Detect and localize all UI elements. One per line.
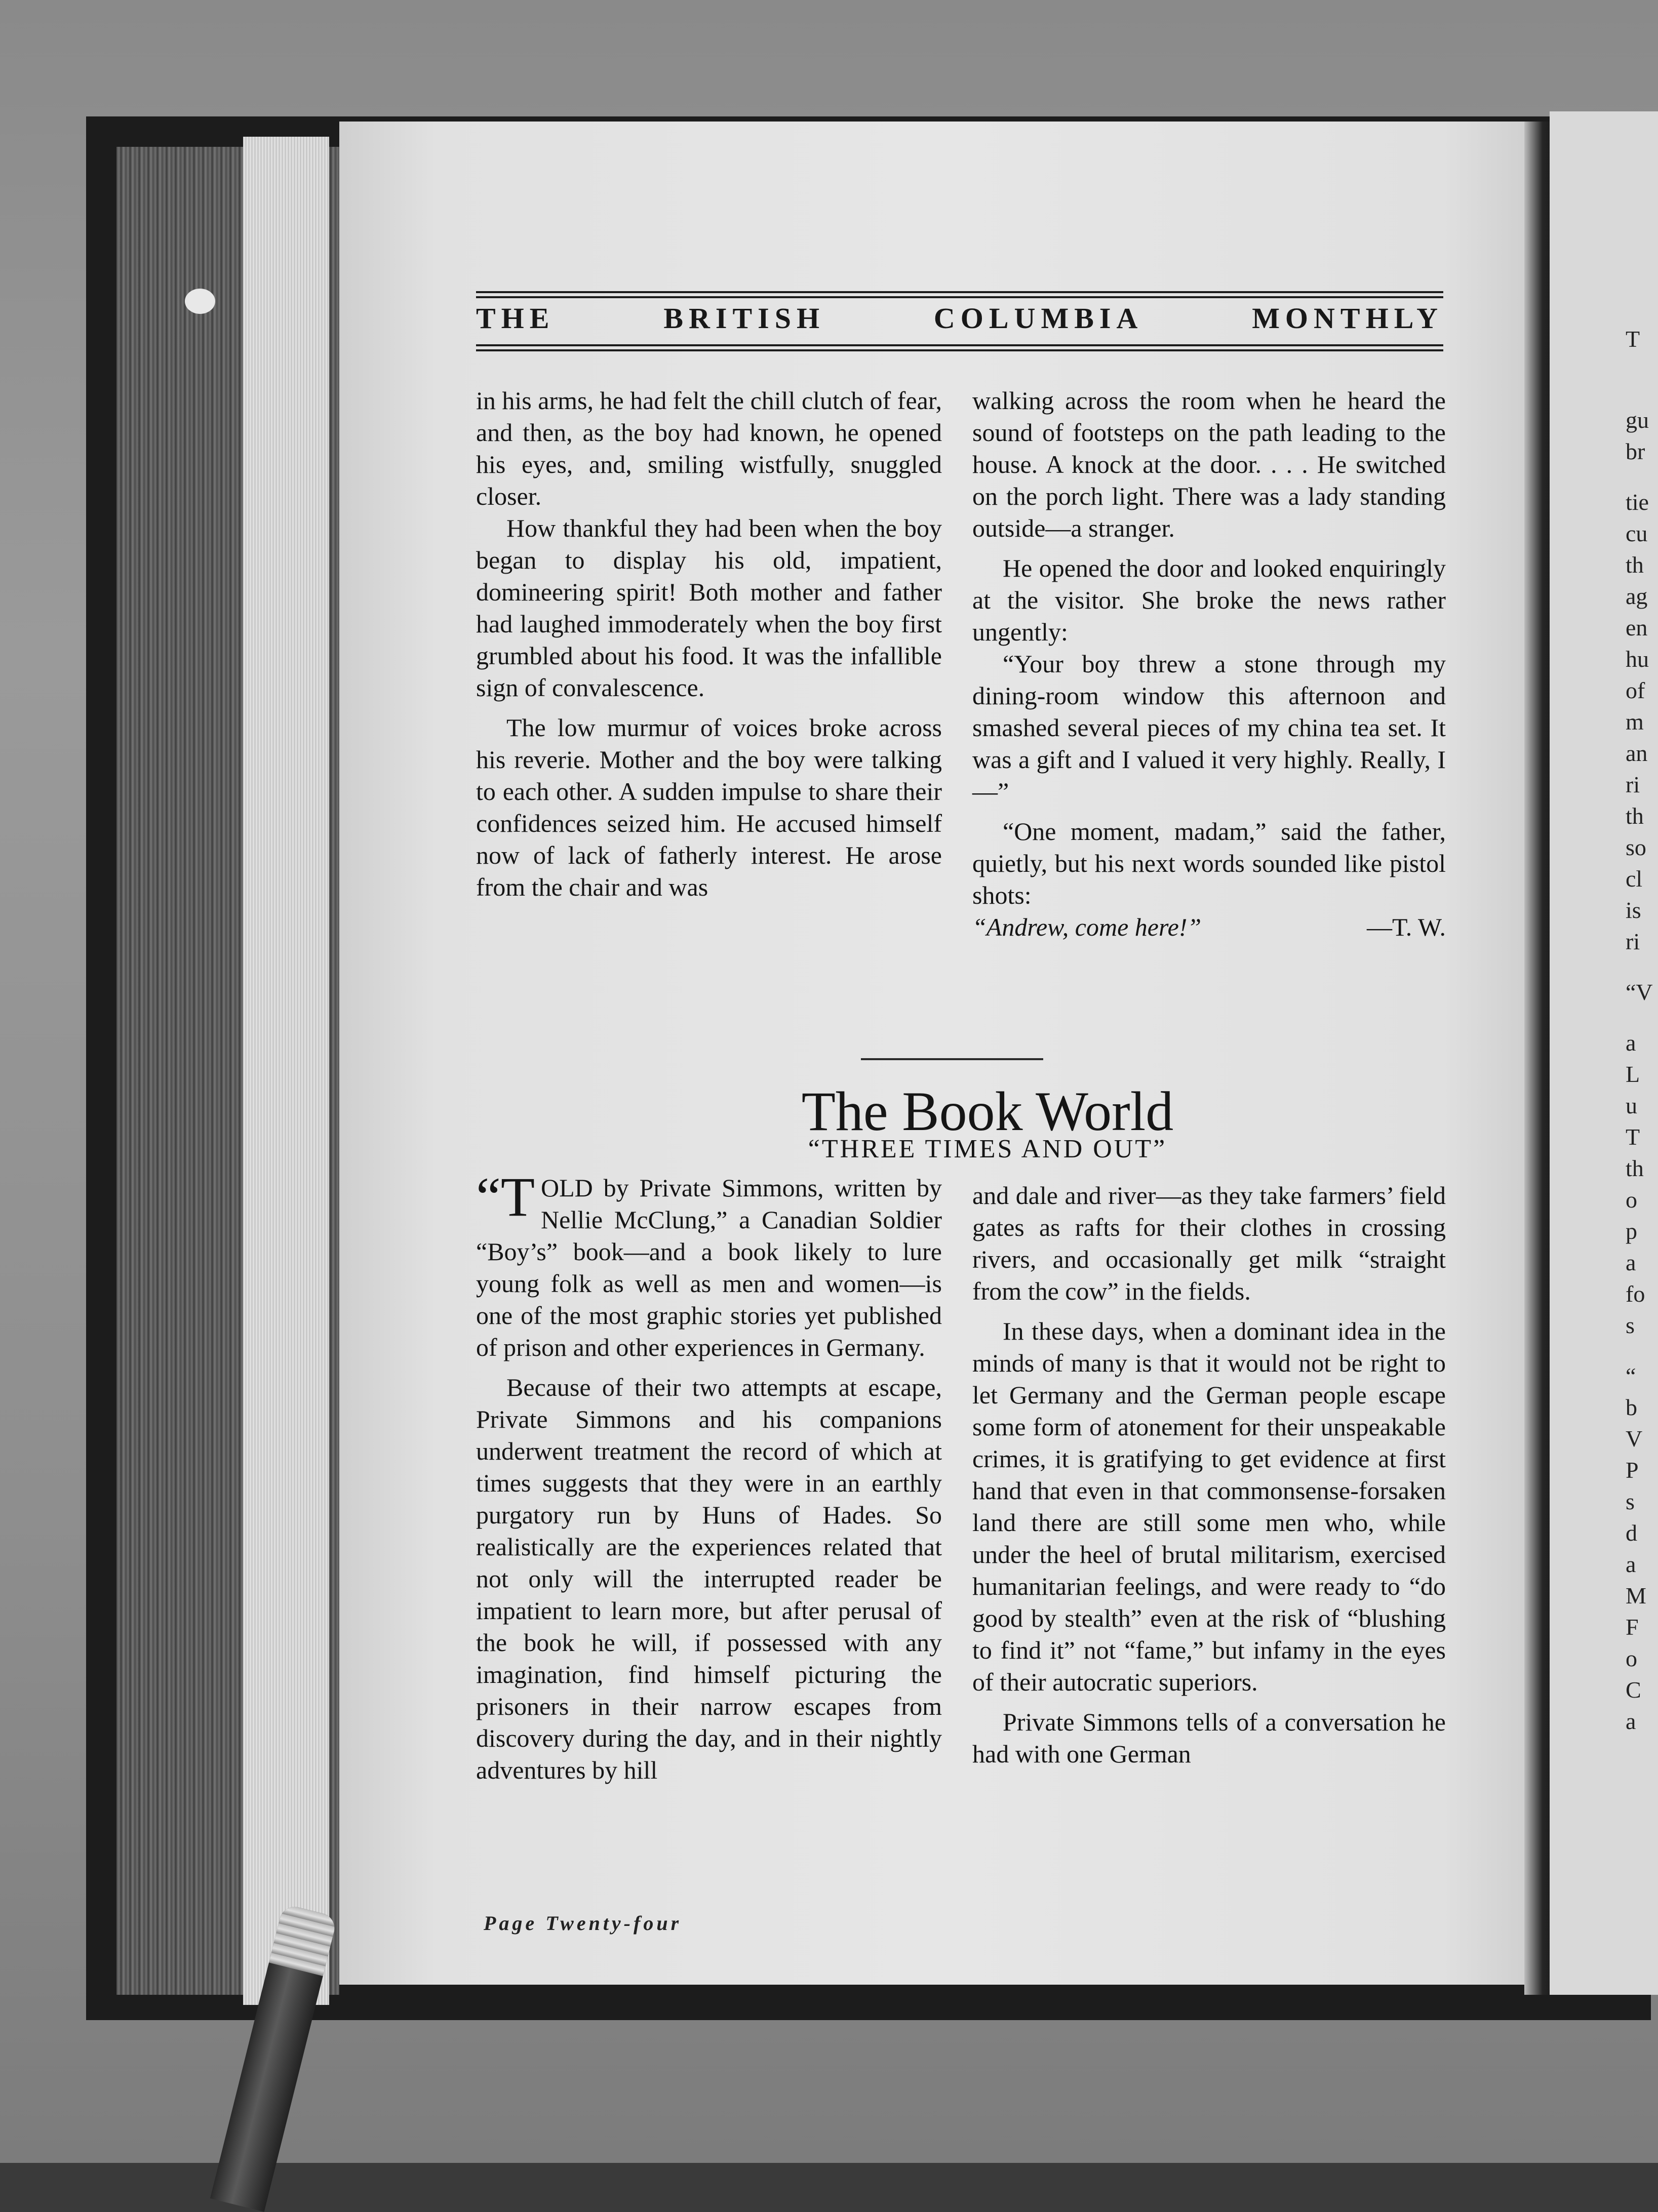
adjacent-page-fragment: th bbox=[1626, 1155, 1644, 1181]
adjacent-page-fragment: M bbox=[1626, 1583, 1646, 1608]
paragraph bbox=[476, 1166, 942, 1363]
header-rule-bottom bbox=[476, 344, 1443, 346]
adjacent-page-fragment: “ bbox=[1626, 1363, 1636, 1389]
adjacent-page-fragment: an bbox=[1626, 740, 1648, 766]
adjacent-page-fragment: is bbox=[1626, 897, 1641, 923]
adjacent-page-fragment: s bbox=[1626, 1312, 1635, 1338]
adjacent-page-fragment: s bbox=[1626, 1489, 1635, 1514]
adjacent-page-fragment: T bbox=[1626, 326, 1640, 352]
adjacent-page-fragment: a bbox=[1626, 1551, 1636, 1577]
closing-quote: “Andrew, come here!” bbox=[972, 913, 1202, 941]
paragraph: The low murmur of voices broke across his reverie. Mother and the boy were talking to each other. A sudden impulse to share their confidences seized him. He accused himself now of lack of fatherly interest. He arose from the chair and was bbox=[476, 713, 942, 901]
adjacent-page-fragment: fo bbox=[1626, 1281, 1645, 1307]
adjacent-page-fragment: gu bbox=[1626, 407, 1649, 433]
adjacent-page-fragment: a bbox=[1626, 1708, 1636, 1734]
header-word: BRITISH bbox=[663, 302, 825, 335]
header-rule-top bbox=[476, 291, 1443, 293]
page-stack bbox=[243, 137, 329, 2005]
adjacent-page-fragment: cu bbox=[1626, 520, 1648, 546]
adjacent-page-fragment: o bbox=[1626, 1645, 1637, 1671]
author-signature: —T. W. bbox=[1366, 913, 1446, 941]
running-header bbox=[476, 301, 1443, 335]
adjacent-page-fragment: br bbox=[1626, 438, 1645, 464]
adjacent-page-fragment: hu bbox=[1626, 646, 1649, 672]
adjacent-page-fragment: F bbox=[1626, 1614, 1639, 1640]
adjacent-page-fragment: th bbox=[1626, 552, 1644, 578]
right-page bbox=[1550, 111, 1658, 1995]
adjacent-page-fragment: ag bbox=[1626, 583, 1648, 609]
page-footer: Page Twenty-four bbox=[484, 1912, 682, 1935]
review-column-left bbox=[476, 1166, 942, 1786]
paper-speck bbox=[185, 289, 215, 314]
adjacent-page-fragment: b bbox=[1626, 1394, 1637, 1420]
header-word: THE bbox=[476, 302, 555, 335]
adjacent-page-fragment: P bbox=[1626, 1457, 1639, 1483]
paragraph: He opened the door and looked enquiringly at the visitor. She broke the news rather ungently: bbox=[972, 554, 1446, 646]
adjacent-page-fragment: so bbox=[1626, 834, 1646, 860]
header-rule-top-inner bbox=[476, 296, 1443, 298]
section-subtitle: “THREE TIMES AND OUT” bbox=[808, 1135, 1167, 1163]
paragraph: “Your boy threw a stone through my dining-room window this afternoon and smashed several pieces of my china tea set. It was a gift and I valued it very highly. Really, I—” bbox=[972, 650, 1446, 806]
adjacent-page-fragment: th bbox=[1626, 803, 1644, 829]
story-column-right bbox=[972, 385, 1446, 943]
paragraph: Private Simmons tells of a conversation he had with one German bbox=[972, 1708, 1446, 1768]
adjacent-page-fragment: d bbox=[1626, 1520, 1637, 1546]
adjacent-page-fragment: V bbox=[1626, 1426, 1643, 1452]
adjacent-page-fragment: of bbox=[1626, 677, 1645, 703]
section-title: The Book World bbox=[801, 1080, 1174, 1142]
header-word: COLUMBIA bbox=[933, 302, 1143, 335]
adjacent-page-fragment: m bbox=[1626, 709, 1644, 735]
paragraph: Because of their two attempts at escape, Private Simmons and his companions underwent treatment the record of which at times suggests that they were in an earthly purgatory run by Huns of Hades. So realistically are the experiences related that not only will the interrupted reader be impatient to learn more, but after perusal of the book he will, if possessed with any imagination, find himself picturing the prisoners in their narrow escapes from discovery during the day, and in their nightly adventures by hill bbox=[476, 1373, 942, 1784]
adjacent-page-fragment: T bbox=[1626, 1124, 1640, 1150]
adjacent-page-fragment: a bbox=[1626, 1030, 1636, 1056]
adjacent-page-fragment: C bbox=[1626, 1677, 1641, 1703]
adjacent-page-fragment: ri bbox=[1626, 772, 1640, 797]
adjacent-page-fragment: p bbox=[1626, 1218, 1637, 1244]
paragraph: In these days, when a dominant idea in the minds of many is that it would not be right to let Germany and the German people escape some form of atonement for their unspeakable crimes, it is gratifying to get evidence at first hand that even in that commonsense-forsaken land there are still some men who, while under the heel of brutal militarism, exercised humanitarian feelings, and were ready to “do good by stealth” even at the risk of “blushing to find it” not “fame,” but infamy in the eyes of their autocratic superiors. bbox=[972, 1317, 1446, 1696]
paragraph: “One moment, madam,” said the father, quietly, but his next words sounded like pistol shots: bbox=[972, 817, 1446, 909]
adjacent-page-fragment: en bbox=[1626, 615, 1648, 640]
adjacent-page-fragment: cl bbox=[1626, 866, 1643, 892]
paragraph: in his arms, he had felt the chill clutch of fear, and then, as the boy had known, he opened his eyes, and, smiling wistfully, snuggled closer. bbox=[476, 386, 942, 510]
header-word: MONTHLY bbox=[1252, 302, 1443, 335]
adjacent-page-fragment: L bbox=[1626, 1061, 1640, 1087]
header-rule-bottom-inner bbox=[476, 349, 1443, 351]
adjacent-page-fragment: “V bbox=[1626, 979, 1653, 1005]
section-divider bbox=[861, 1058, 1043, 1060]
paragraph-text: OLD by Private Simmons, written by Nellie McClung,” a Canadian Soldier “Boy’s” book—and a book likely to lure young folk as well as men and women—is one of the most graphic stories yet published of prison and other experiences in Germany. bbox=[476, 1174, 942, 1361]
drop-cap: “T bbox=[476, 1166, 535, 1228]
adjacent-page-fragment: ri bbox=[1626, 929, 1640, 954]
adjacent-page-fragment: u bbox=[1626, 1093, 1637, 1118]
adjacent-page-fragment: o bbox=[1626, 1187, 1637, 1213]
adjacent-page-fragment: a bbox=[1626, 1250, 1636, 1275]
adjacent-page-fragment: tie bbox=[1626, 489, 1649, 515]
closing-line bbox=[972, 911, 1446, 943]
story-column-left bbox=[476, 385, 942, 903]
paragraph: How thankful they had been when the boy began to display his old, impatient, domineering spirit! Both mother and father had laughed immoderately when the boy first grumbled about his food. It was the infallible sign of convalescence. bbox=[476, 514, 942, 702]
paragraph: and dale and river—as they take farmers’ field gates as rafts for their clothes in crossing rivers, and occasionally get milk “straight from the cow” in the fields. bbox=[972, 1181, 1446, 1305]
review-column-right bbox=[972, 1180, 1446, 1770]
paragraph: walking across the room when he heard the sound of footsteps on the path leading to the house. A knock at the door. . . . He switched on the porch light. There was a lady standing outside—a stranger. bbox=[972, 386, 1446, 542]
